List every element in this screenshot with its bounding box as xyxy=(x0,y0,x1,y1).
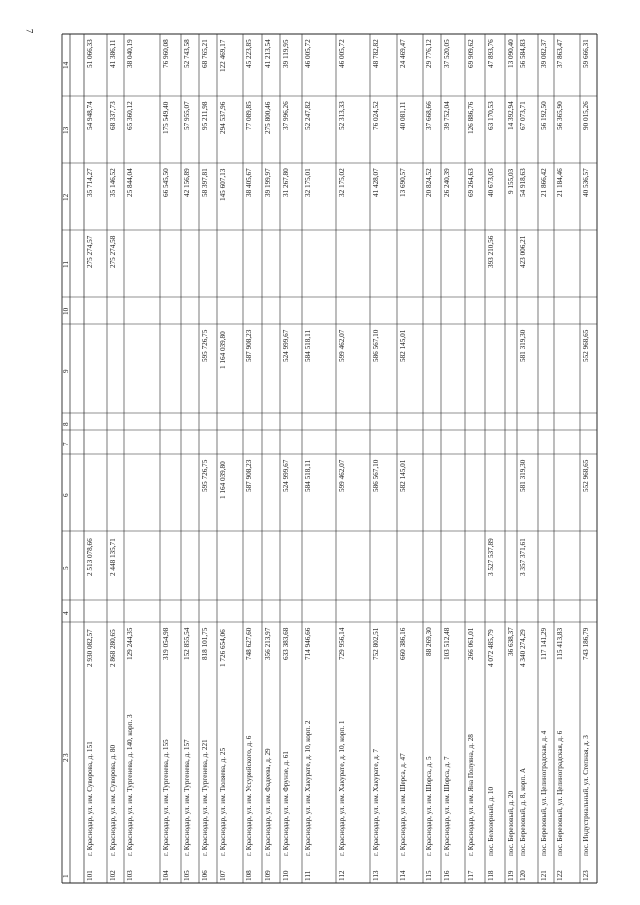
value-cell: 37 863,47 xyxy=(556,39,564,69)
value-cell: 77 089,85 xyxy=(245,101,253,131)
value-cell: 47 893,76 xyxy=(487,39,495,69)
value-cell: 729 956,14 xyxy=(338,627,346,660)
value-cell: 524 999,67 xyxy=(282,329,290,362)
value-cell: 14 392,94 xyxy=(507,101,515,131)
value-cell: 117 141,29 xyxy=(540,627,548,660)
value-cell: 2 448 135,71 xyxy=(109,538,117,577)
value-cell: 76 960,08 xyxy=(162,39,170,69)
row-number: 110 xyxy=(282,870,290,881)
address-cell: г. Краснодар, ул. им. Шорса, д. 5 xyxy=(425,756,433,856)
value-cell: 1 164 039,80 xyxy=(219,331,227,370)
value-cell: 32 175,02 xyxy=(338,168,346,198)
value-cell: 67 073,71 xyxy=(519,101,527,131)
row-number: 123 xyxy=(582,870,590,881)
value-cell: 59 666,31 xyxy=(582,39,590,69)
value-cell: 48 782,82 xyxy=(372,39,380,69)
value-cell: 56 584,83 xyxy=(519,39,527,69)
page-number: 7 xyxy=(24,28,35,34)
row-number: 122 xyxy=(556,870,564,881)
value-cell: 586 567,10 xyxy=(372,459,380,492)
value-cell: 21 184,46 xyxy=(556,168,564,198)
value-cell: 68 337,73 xyxy=(109,101,117,131)
value-cell: 423 006,21 xyxy=(519,235,527,268)
value-cell: 3 527 537,89 xyxy=(487,538,495,577)
column-header: 7 xyxy=(62,442,70,446)
address-cell: пос. Березовый, ул. Целиноградская, д. 4 xyxy=(540,730,548,856)
address-cell: г. Краснодар, ул. им. Суворова, д. 151 xyxy=(86,741,94,856)
value-cell: 63 170,53 xyxy=(487,101,495,131)
column-header: 3 xyxy=(62,752,70,757)
column-header: 1 xyxy=(62,874,70,878)
value-cell: 37 996,26 xyxy=(282,101,290,131)
value-cell: 584 518,11 xyxy=(304,459,312,492)
value-cell: 660 386,16 xyxy=(399,627,407,660)
value-cell: 58 397,81 xyxy=(201,168,209,198)
address-cell: г. Краснодар, ул. им. Фрунзе, д. 61 xyxy=(282,751,290,856)
column-header: 2 xyxy=(62,757,70,762)
value-cell: 115 413,83 xyxy=(556,627,564,660)
value-cell: 3 357 371,61 xyxy=(519,538,527,577)
address-cell: пос. Березовый, ул. Целиноградская, д. 6 xyxy=(556,730,564,856)
value-cell: 39 752,04 xyxy=(443,101,451,131)
value-cell: 52 743,58 xyxy=(183,39,191,69)
address-cell: г. Краснодар, ул. им. Тюляева, д. 25 xyxy=(219,747,227,856)
value-cell: 32 175,01 xyxy=(304,168,312,198)
value-cell: 584 518,11 xyxy=(304,329,312,362)
value-cell: 69 909,62 xyxy=(467,39,475,69)
column-header: 4 xyxy=(62,611,70,615)
value-cell: 26 240,39 xyxy=(443,168,451,198)
row-number: 121 xyxy=(540,870,548,881)
value-cell: 31 267,80 xyxy=(282,168,290,198)
address-cell: г. Краснодар, ул. им. Уссурийского, д. 6 xyxy=(245,735,253,856)
value-cell: 76 024,52 xyxy=(372,101,380,131)
row-number: 117 xyxy=(467,870,475,881)
value-cell: 743 186,79 xyxy=(582,627,590,660)
value-cell: 37 668,66 xyxy=(425,101,433,131)
value-cell: 25 844,04 xyxy=(126,168,134,198)
value-cell: 52 247,82 xyxy=(304,101,312,131)
value-cell: 24 469,47 xyxy=(399,39,407,69)
column-header: 8 xyxy=(62,421,70,426)
address-cell: г. Краснодар, ул. им. Хакурате, д. 7 xyxy=(372,749,380,856)
value-cell: 175 549,40 xyxy=(162,101,170,134)
row-number: 112 xyxy=(338,870,346,881)
value-cell: 46 005,72 xyxy=(304,39,312,69)
column-header: 10 xyxy=(62,307,70,315)
row-number: 116 xyxy=(443,870,451,881)
address-cell: г. Краснодар, ул. им. Суворова, д. 80 xyxy=(109,744,117,856)
value-cell: 552 968,65 xyxy=(582,459,590,492)
value-cell: 581 319,30 xyxy=(519,329,527,362)
value-cell: 599 462,07 xyxy=(338,459,346,492)
address-cell: г. Краснодар, ул. им. Тургенева, д. 221 xyxy=(201,739,209,856)
value-cell: 587 908,23 xyxy=(245,459,253,492)
value-cell: 393 210,56 xyxy=(487,235,495,268)
row-number: 104 xyxy=(162,870,170,881)
value-cell: 275 800,46 xyxy=(264,101,272,134)
value-cell: 95 211,98 xyxy=(201,101,209,131)
value-cell: 587 908,23 xyxy=(245,329,253,362)
address-cell: г. Краснодар, ул. им. Яна Полуяна, д. 28 xyxy=(467,734,475,856)
value-cell: 582 145,01 xyxy=(399,459,407,492)
value-cell: 748 627,60 xyxy=(245,627,253,660)
value-cell: 41 386,11 xyxy=(109,39,117,69)
value-cell: 524 999,67 xyxy=(282,459,290,492)
value-cell: 52 313,33 xyxy=(338,101,346,131)
column-header: 13 xyxy=(62,126,70,134)
value-cell: 20 824,52 xyxy=(425,168,433,198)
value-cell: 46 005,72 xyxy=(338,39,346,69)
column-header: 9 xyxy=(62,368,70,373)
value-cell: 2 513 078,66 xyxy=(86,538,94,577)
value-cell: 2 930 082,57 xyxy=(86,629,94,668)
value-cell: 145 607,13 xyxy=(219,168,227,201)
row-number: 101 xyxy=(86,870,94,881)
value-cell: 38 040,19 xyxy=(126,39,134,69)
value-cell: 69 264,63 xyxy=(467,168,475,198)
address-cell: г. Краснодар, ул. им. Хакурате, д. 10, корп. 2 xyxy=(304,720,312,856)
row-number: 107 xyxy=(219,870,227,881)
row-number: 113 xyxy=(372,870,380,881)
value-cell: 582 145,01 xyxy=(399,329,407,362)
value-cell: 595 726,75 xyxy=(201,329,209,362)
row-number: 108 xyxy=(245,870,253,881)
value-cell: 122 469,17 xyxy=(219,39,227,72)
address-cell: г. Краснодар, ул. им. Шерса, д. 47 xyxy=(399,753,407,856)
value-cell: 41 428,07 xyxy=(372,168,380,198)
value-cell: 54 918,63 xyxy=(519,168,527,198)
row-number: 106 xyxy=(201,870,209,881)
value-cell: 356 213,97 xyxy=(264,627,272,660)
value-cell: 129 244,35 xyxy=(126,627,134,660)
address-cell: г. Краснодар, ул. им. Тургенева, д. 157 xyxy=(183,739,191,856)
value-cell: 41 213,54 xyxy=(264,39,272,69)
value-cell: 56 365,90 xyxy=(556,101,564,131)
row-number: 105 xyxy=(183,870,191,881)
address-cell: г. Краснодар, ул. им. Фадеева, д. 29 xyxy=(264,748,272,856)
value-cell: 633 383,68 xyxy=(282,627,290,660)
row-number: 109 xyxy=(264,870,272,881)
address-cell: пос. Индустриальный, ул. Степная, д. 3 xyxy=(582,735,590,856)
value-cell: 40 081,11 xyxy=(399,101,407,131)
value-cell: 90 015,26 xyxy=(582,101,590,131)
value-cell: 54 948,74 xyxy=(86,101,94,131)
value-cell: 9 155,03 xyxy=(507,168,515,194)
column-header: 14 xyxy=(62,61,70,69)
value-cell: 581 319,30 xyxy=(519,459,527,492)
value-cell: 65 360,12 xyxy=(126,101,134,131)
row-number: 119 xyxy=(507,870,515,881)
value-cell: 29 776,12 xyxy=(425,39,433,69)
value-cell: 39 082,37 xyxy=(540,39,548,69)
column-header: 11 xyxy=(62,260,70,268)
value-cell: 319 054,98 xyxy=(162,627,170,660)
value-cell: 552 968,65 xyxy=(582,329,590,362)
value-cell: 266 061,01 xyxy=(467,627,475,660)
value-cell: 35 146,52 xyxy=(109,168,117,198)
value-cell: 752 802,51 xyxy=(372,627,380,660)
value-cell: 103 512,48 xyxy=(443,627,451,660)
value-cell: 57 955,07 xyxy=(183,101,191,131)
address-cell: г. Краснодар, ул. им. Тургенева, д. 140, корп. 3 xyxy=(126,714,134,856)
value-cell: 88 269,30 xyxy=(425,627,433,657)
value-cell: 586 567,10 xyxy=(372,329,380,362)
column-header: 12 xyxy=(62,193,70,201)
row-number: 118 xyxy=(487,870,495,881)
value-cell: 1 164 039,80 xyxy=(219,461,227,500)
value-cell: 40 673,05 xyxy=(487,168,495,198)
value-cell: 42 156,89 xyxy=(183,168,191,198)
value-cell: 36 638,37 xyxy=(507,627,515,657)
value-cell: 40 536,57 xyxy=(582,168,590,198)
value-cell: 39 119,95 xyxy=(282,39,290,69)
column-header: 6 xyxy=(62,492,70,497)
value-cell: 714 946,66 xyxy=(304,627,312,660)
value-cell: 51 066,33 xyxy=(86,39,94,69)
value-cell: 66 545,50 xyxy=(162,168,170,198)
value-cell: 68 765,21 xyxy=(201,39,209,69)
row-number: 114 xyxy=(399,870,407,881)
value-cell: 45 223,85 xyxy=(245,39,253,69)
value-cell: 126 886,76 xyxy=(467,101,475,134)
value-cell: 595 726,75 xyxy=(201,459,209,492)
value-cell: 275 274,57 xyxy=(86,235,94,268)
value-cell: 152 855,54 xyxy=(183,627,191,660)
value-cell: 38 405,67 xyxy=(245,168,253,198)
value-cell: 13 090,40 xyxy=(507,39,515,69)
value-cell: 275 274,58 xyxy=(109,235,117,268)
value-cell: 818 101,75 xyxy=(201,627,209,660)
row-number: 102 xyxy=(109,870,117,881)
value-cell: 599 462,07 xyxy=(338,329,346,362)
value-cell: 13 690,57 xyxy=(399,168,407,198)
address-cell: пос. Березовый, д. 20 xyxy=(507,790,515,856)
row-number: 111 xyxy=(304,870,312,881)
value-cell: 4 072 485,79 xyxy=(487,629,495,668)
value-cell: 4 340 274,29 xyxy=(519,629,527,668)
address-cell: г. Краснодар, ул. им. Шорса, д. 7 xyxy=(443,756,451,856)
row-number: 120 xyxy=(519,870,527,881)
value-cell: 294 537,96 xyxy=(219,101,227,134)
value-cell: 35 714,27 xyxy=(86,168,94,198)
value-cell: 56 192,50 xyxy=(540,101,548,131)
value-cell: 21 866,42 xyxy=(540,168,548,198)
address-cell: пос. Березовый, д. 8, корп. А xyxy=(519,767,527,856)
address-cell: г. Краснодар, ул. им. Тургенева, д. 155 xyxy=(162,739,170,856)
value-cell: 1 726 654,06 xyxy=(219,629,227,668)
row-number: 115 xyxy=(425,870,433,881)
value-cell: 37 520,05 xyxy=(443,39,451,69)
value-cell: 39 199,97 xyxy=(264,168,272,198)
address-cell: г. Краснодар, ул. им. Хакурате, д. 10, корп. 1 xyxy=(338,720,346,856)
address-cell: пос. Белозерный, д. 10 xyxy=(487,786,495,856)
row-number: 103 xyxy=(126,870,134,881)
column-header: 5 xyxy=(62,565,70,570)
value-cell: 2 868 280,65 xyxy=(109,629,117,668)
